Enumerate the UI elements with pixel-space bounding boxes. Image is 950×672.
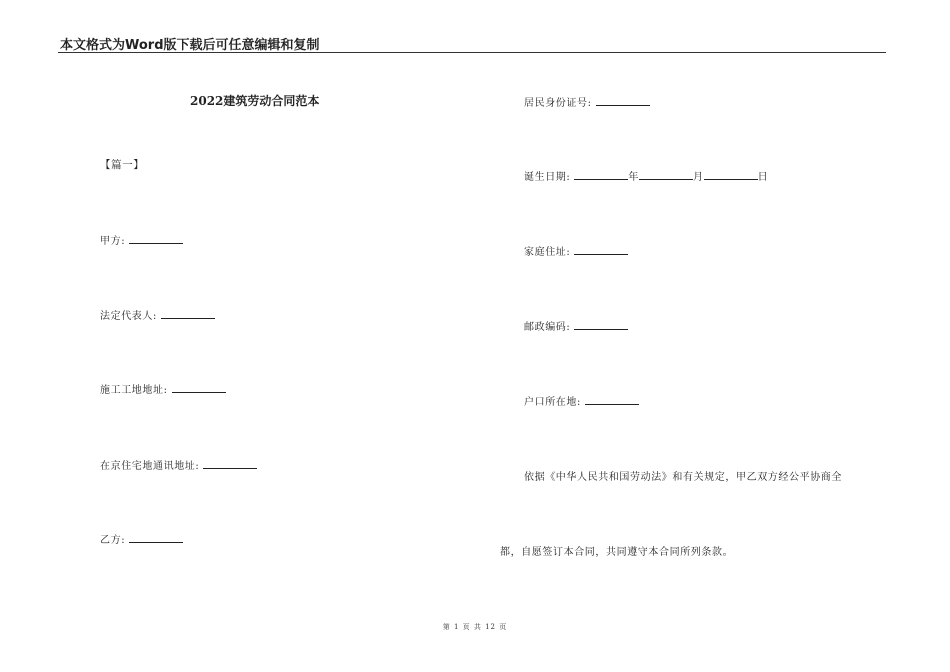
field-party-b-label: 乙方: (100, 535, 126, 546)
field-birth-day-blank (704, 171, 758, 180)
page-number: 第 1 页 共 12 页 (442, 623, 508, 631)
field-birth-year-unit: 年 (628, 172, 639, 183)
field-legal-rep (100, 307, 215, 322)
field-party-a (100, 232, 183, 247)
section-label: 【篇一】 (100, 159, 145, 171)
field-birth-date (524, 168, 768, 183)
field-postal-code-label: 邮政编码: (524, 322, 571, 333)
paragraph-line-2: 都，自愿签订本合同，共同遵守本合同所列条款。 (500, 547, 734, 558)
paragraph-line-1: 依据《中华人民共和国劳动法》和有关规定，甲乙双方经公平协商全 (524, 472, 842, 483)
field-postal-code-blank (574, 321, 628, 330)
field-party-a-blank (129, 235, 183, 244)
field-birth-year-blank (574, 171, 628, 180)
field-home-address-label: 家庭住址: (524, 247, 571, 258)
field-site-address (100, 381, 226, 396)
field-party-a-label: 甲方: (100, 236, 126, 247)
header-divider (58, 52, 886, 53)
field-birth-date-label: 诞生日期: (524, 172, 571, 183)
document-header-title: 本文格式为Word版下载后可任意编辑和复制 (60, 38, 320, 53)
field-birth-month-unit: 月 (692, 172, 704, 183)
field-hukou-blank (585, 396, 639, 405)
field-id-number-blank (596, 97, 650, 106)
field-site-address-label: 施工工地地址: (100, 385, 168, 396)
field-beijing-address-blank (203, 460, 257, 469)
field-birth-month-blank (639, 171, 693, 180)
field-birth-day-unit: 日 (757, 172, 769, 183)
field-home-address (524, 243, 628, 258)
field-postal-code (524, 318, 628, 333)
field-party-b (100, 531, 183, 546)
field-beijing-address (100, 457, 257, 472)
field-beijing-address-label: 在京住宅地通讯地址: (100, 461, 200, 472)
field-id-number (524, 94, 650, 109)
field-legal-rep-blank (161, 310, 215, 319)
field-legal-rep-label: 法定代表人: (100, 311, 157, 322)
field-hukou-label: 户口所在地: (524, 397, 581, 408)
field-hukou (524, 393, 639, 408)
field-site-address-blank (172, 384, 226, 393)
field-home-address-blank (574, 246, 628, 255)
contract-title: 2022建筑劳动合同范本 (190, 94, 320, 108)
field-party-b-blank (129, 534, 183, 543)
field-id-number-label: 居民身份证号: (524, 98, 592, 109)
